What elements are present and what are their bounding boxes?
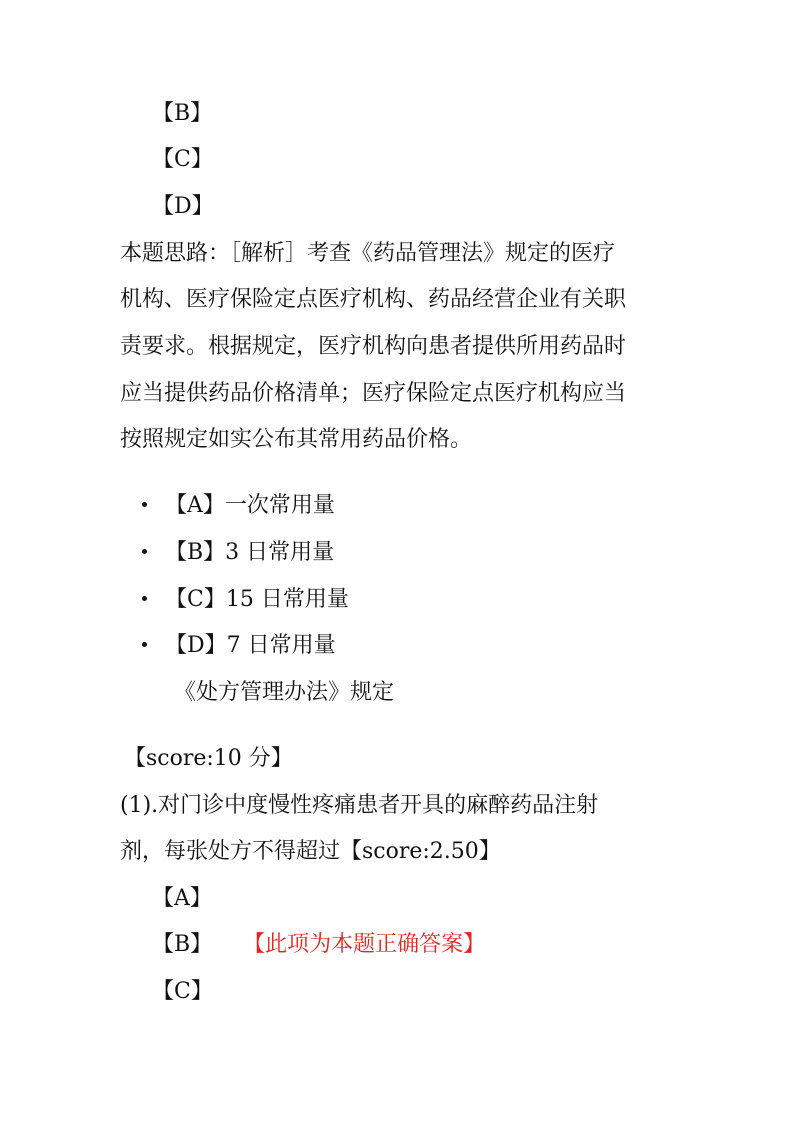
bullet-option-c bbox=[142, 586, 349, 614]
correct-answer-marker: 【此项为本题正确答案】 bbox=[254, 932, 486, 957]
bullet-option-text: 【A】一次常用量 bbox=[165, 493, 335, 518]
question-option-b-label: 【B】 bbox=[152, 932, 213, 957]
analysis-line-4: 应当提供药品价格清单；医疗保险定点医疗机构应当 bbox=[120, 381, 627, 406]
section-score: 【score:10 分】 bbox=[124, 746, 293, 771]
bullet-option-a bbox=[142, 492, 335, 520]
analysis-line-3: 责要求。根据规定，医疗机构向患者提供所用药品时 bbox=[120, 334, 627, 359]
question-line-1: (1).对门诊中度慢性疼痛患者开具的麻醉药品注射 bbox=[120, 793, 599, 818]
analysis-line-1: 本题思路：［解析］考查《药品管理法》规定的医疗 bbox=[120, 241, 616, 266]
question-line-2: 剂，每张处方不得超过【score:2.50】 bbox=[120, 839, 501, 864]
analysis-line-5: 按照规定如实公布其常用药品价格。 bbox=[120, 427, 473, 452]
prev-option-c: 【C】 bbox=[152, 147, 213, 172]
bullet-option-text: 【D】7 日常用量 bbox=[165, 633, 336, 658]
bullet-dot-icon bbox=[142, 596, 147, 601]
bullet-option-text: 【C】15 日常用量 bbox=[165, 587, 349, 612]
bullet-dot-icon bbox=[142, 642, 147, 647]
question-option-b bbox=[152, 931, 485, 959]
bullet-option-text: 【B】3 日常用量 bbox=[165, 540, 335, 565]
question-option-a: 【A】 bbox=[152, 886, 212, 911]
analysis-line-2: 机构、医疗保险定点医疗机构、药品经营企业有关职 bbox=[120, 287, 627, 312]
bullet-option-d bbox=[142, 632, 336, 660]
prev-option-b: 【B】 bbox=[152, 101, 213, 126]
bullet-dot-icon bbox=[142, 502, 147, 507]
bullet-option-b bbox=[142, 539, 334, 567]
question-option-c: 【C】 bbox=[152, 979, 213, 1004]
bullet-dot-icon bbox=[142, 549, 147, 554]
prev-option-d: 【D】 bbox=[152, 194, 214, 219]
reference-note: 《处方管理办法》规定 bbox=[174, 680, 395, 705]
